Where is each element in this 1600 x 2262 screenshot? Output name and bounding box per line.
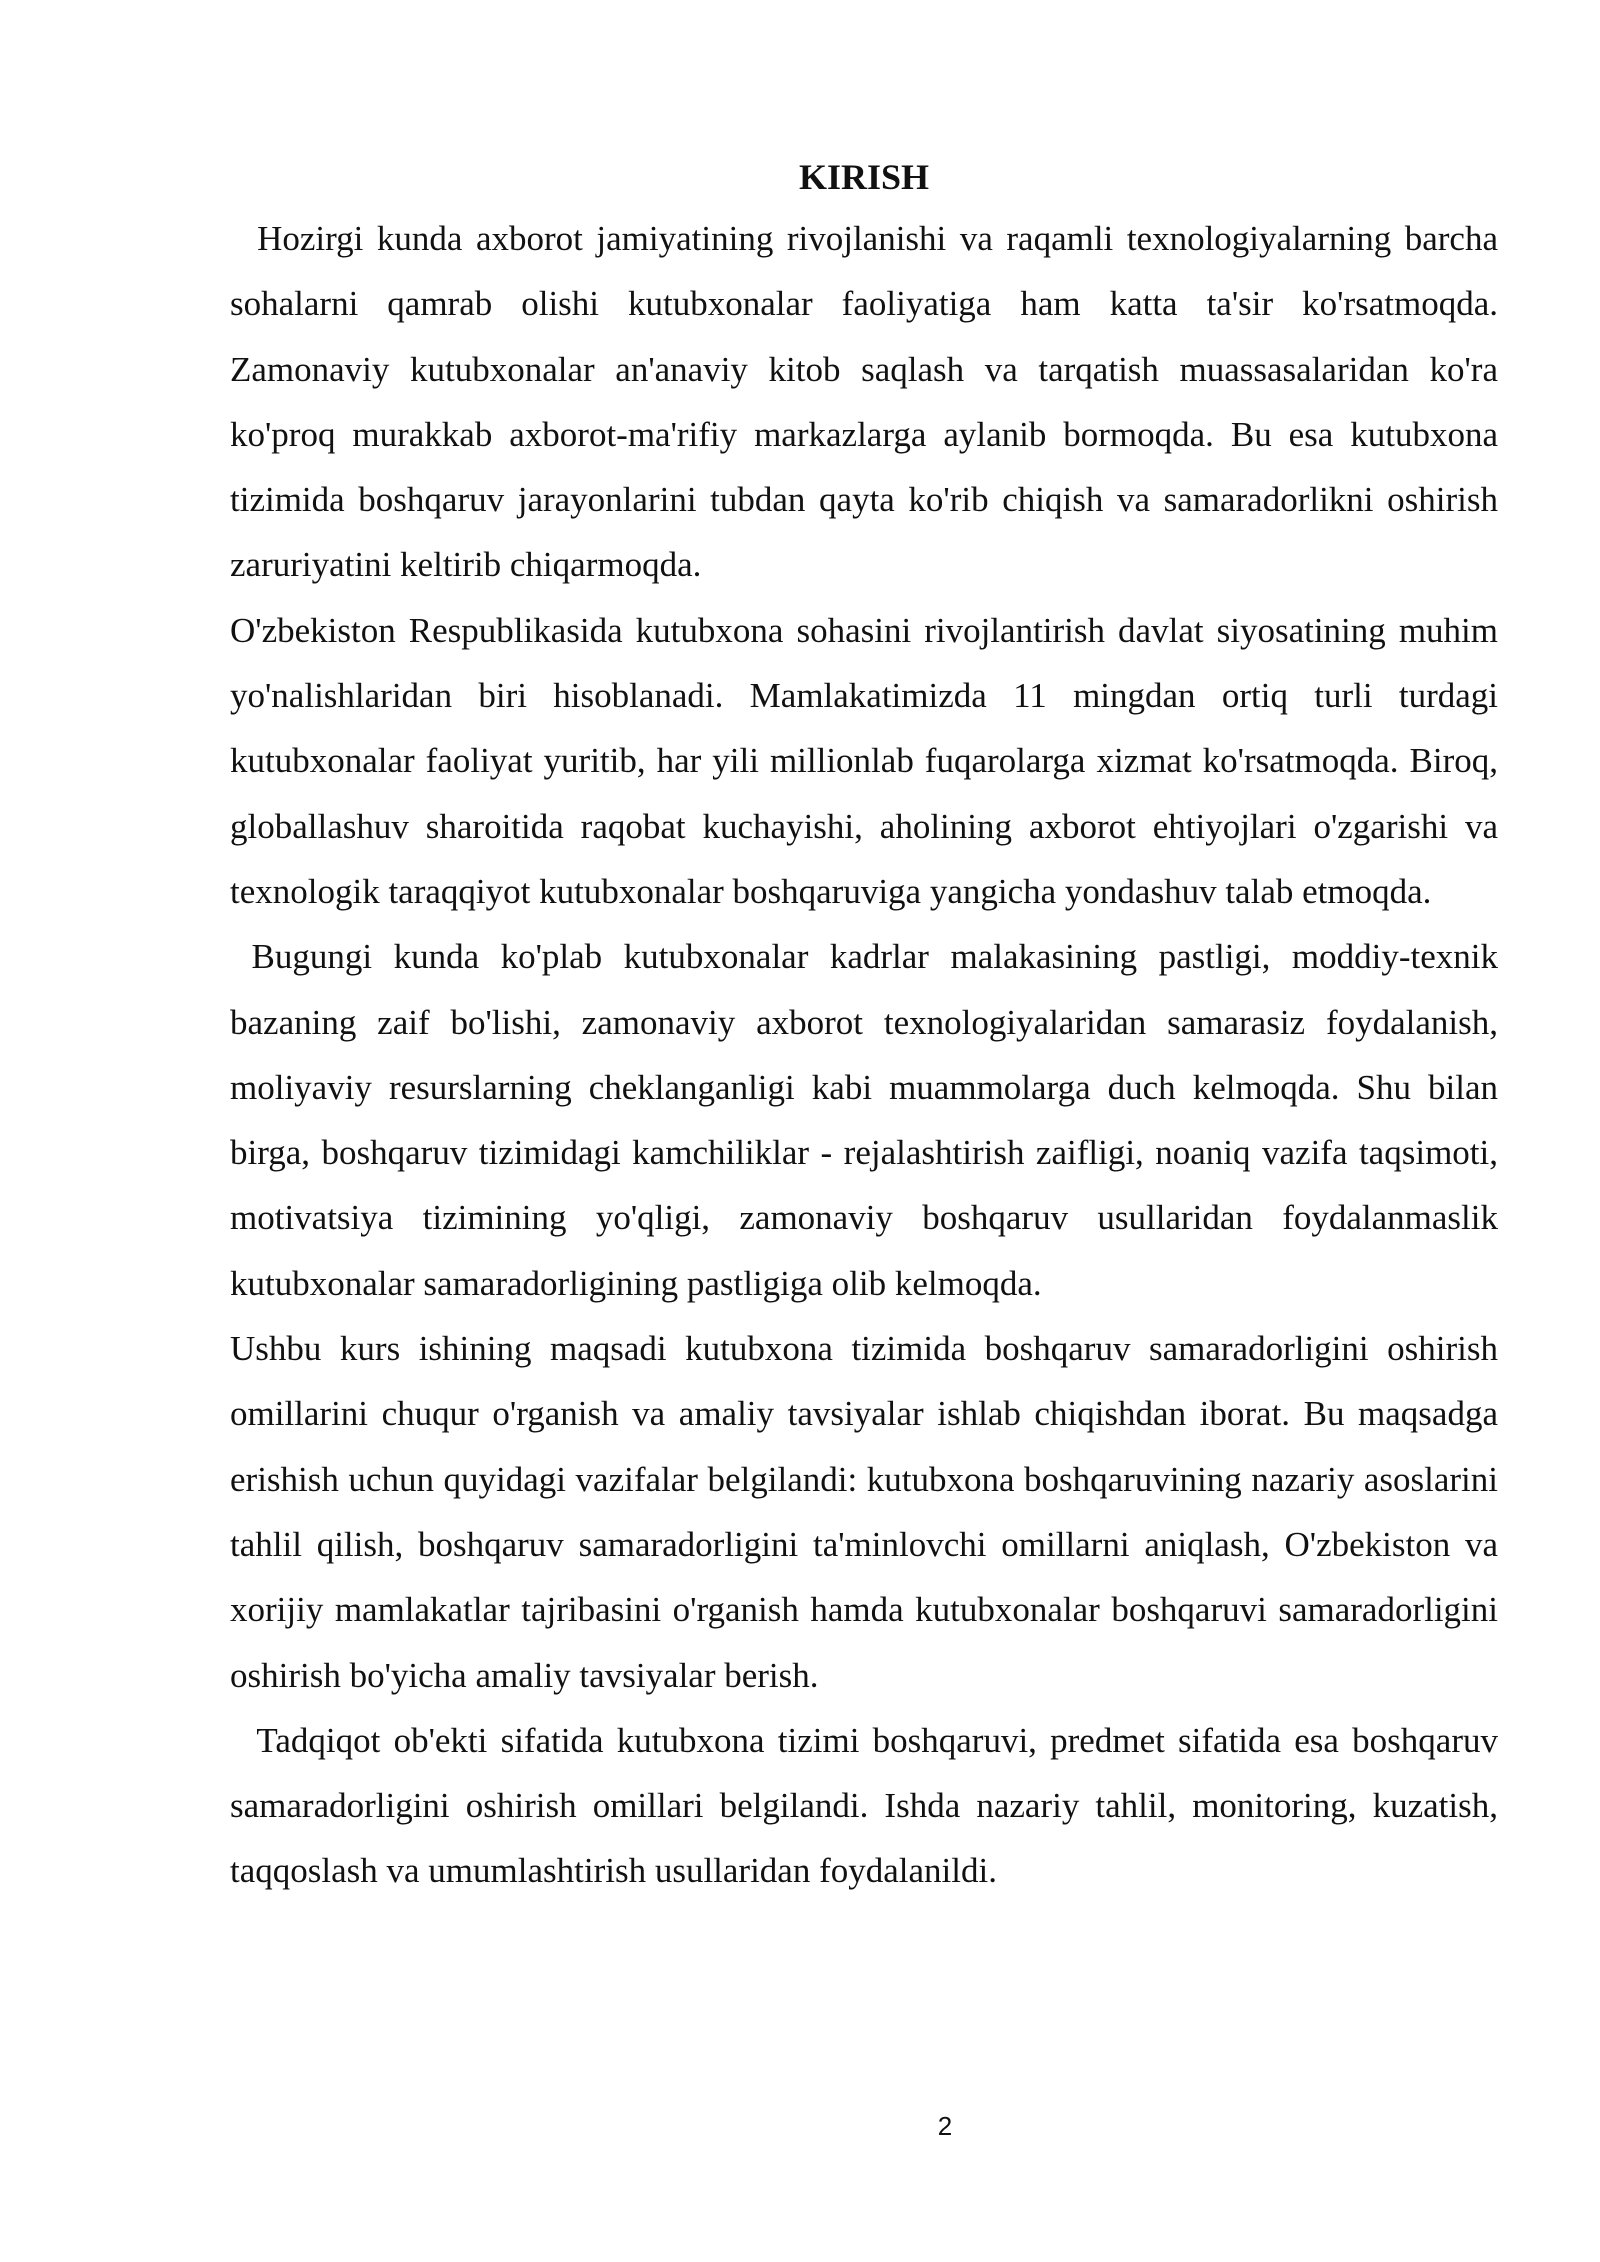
- page-number: 2: [937, 2111, 953, 2141]
- paragraph-uzbekistan: O'zbekiston Respublikasida kutubxona sohasini rivojlantirish davlat siyosatining muhim yo'nalishlaridan biri hisoblanadi. Mamlakatimizda 11 mingdan ortiq turli turdagi kutubxonalar faoliyat yuritib, har yili millionlab fuqarolarga xizmat ko'rsatmoqda. Biroq, globallashuv sharoitida raqobat kuchayishi, aholining axborot ehtiyojlari o'zgarishi va texnologik taraqqiyot kutubxonalar boshqaruviga yangicha yondashuv talab etmoqda.: [230, 610, 1498, 911]
- paragraph-problems: Bugungi kunda ko'plab kutubxonalar kadrlar malakasining pastligi, moddiy-texnik bazaning zaif bo'lishi, zamonaviy axborot texnologiyalaridan samarasiz foydalanish, moliyaviy resurslarning cheklanganligi kabi muammolarga duch kelmoqda. Shu bilan birga, boshqaruv tizimidagi kamchiliklar - rejalashtirish zaifligi, noaniq vazifa taqsimoti, motivatsiya tizimining yo'qligi, zamonaviy boshqaruv usullaridan foydalanmaslik kutubxonalar samaradorligining pastligiga olib kelmoqda.: [230, 937, 1498, 1303]
- document-body: [230, 148, 1498, 1904]
- paragraph-goal: Ushbu kurs ishining maqsadi kutubxona tizimida boshqaruv samaradorligini oshirish omillarini chuqur o'rganish va amaliy tavsiyalar ishlab chiqishdan iborat. Bu maqsadga erishish uchun quyidagi vazifalar belgilandi: kutubxona boshqaruvining nazariy asoslarini tahlil qilish, boshqaruv samaradorligini ta'minlovchi omillarni aniqlash, O'zbekiston va xorijiy mamlakatlar tajribasini o'rganish hamda kutubxonalar boshqaruvi samaradorligini oshirish bo'yicha amaliy tavsiyalar berish.: [230, 1329, 1498, 1695]
- page-title: KIRISH: [798, 157, 930, 197]
- paragraph-research-object: Tadqiqot ob'ekti sifatida kutubxona tizimi boshqaruvi, predmet sifatida esa boshqaruv samaradorligini oshirish omillari belgilandi. Ishda nazariy tahlil, monitoring, kuzatish, taqqoslash va umumlashtirish usullaridan foydalanildi.: [230, 1720, 1498, 1891]
- paragraph-intro: Hozirgi kunda axborot jamiyatining rivojlanishi va raqamli texnologiyalarning barcha sohalarni qamrab olishi kutubxonalar faoliyatiga ham katta ta'sir ko'rsatmoqda. Zamonaviy kutubxonalar an'anaviy kitob saqlash va tarqatish muassasalaridan ko'ra ko'proq murakkab axborot-ma'rifiy markazlarga aylanib bormoqda. Bu esa kutubxona tizimida boshqaruv jarayonlarini tubdan qayta ko'rib chiqish va samaradorlikni oshirish zaruriyatini keltirib chiqarmoqda.: [230, 219, 1498, 585]
